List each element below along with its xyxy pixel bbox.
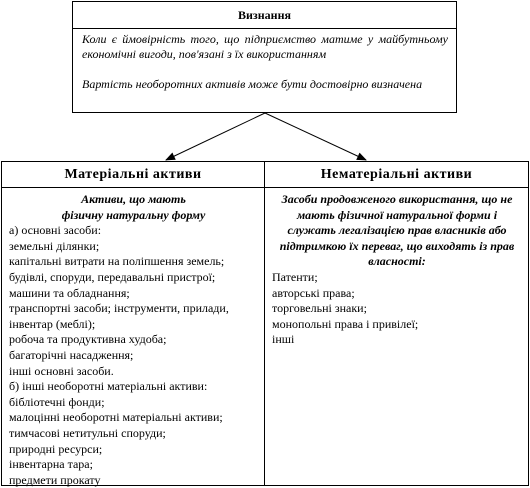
intangible-assets-header: Нематеріальні активи xyxy=(265,162,528,188)
tangible-assets-header: Матеріальні активи xyxy=(2,162,264,188)
tangible-definition-line-1: Активи, що мають xyxy=(81,192,186,206)
list-item: капітальні витрати на поліпшення земель; xyxy=(9,254,225,269)
list-item: тимчасові нетитульні споруди; xyxy=(9,425,166,440)
list-item: бібліотечні фонди; xyxy=(9,394,105,409)
list-item: земельні ділянки; xyxy=(9,238,100,253)
tangible-assets-box xyxy=(1,161,265,486)
list-item: транспортні засоби; інструменти, прилади, xyxy=(9,301,229,316)
list-item: робоча та продуктивна худоба; xyxy=(9,332,167,347)
tangible-assets-definition xyxy=(9,192,258,223)
list-item: інвентарна тара; xyxy=(9,457,93,472)
list-item: природні ресурси; xyxy=(9,441,103,456)
recognition-title: Визнання xyxy=(73,2,456,29)
list-item: торговельні знаки; xyxy=(272,301,367,316)
recognition-criterion-valuation: Вартість необоротних активів може бути достовірно визначена xyxy=(82,77,423,91)
intangible-assets-definition: Засоби продовженого використання, що не мають фізичної натуральної форми і служать легалізацією прав власників або підтримкою їх переваг, що виходять із прав власності: xyxy=(279,192,515,269)
list-item: малоцінні необоротні матеріальні активи; xyxy=(9,410,223,425)
list-item: інші xyxy=(272,332,295,347)
list-item: б) інші необоротні матеріальні активи: xyxy=(9,379,208,394)
recognition-box xyxy=(72,1,457,113)
tangible-assets-list xyxy=(9,223,258,488)
list-item: будівлі, споруди, передавальні пристрої; xyxy=(9,269,216,284)
list-item: а) основні засоби: xyxy=(9,223,102,238)
list-item: інші основні засоби. xyxy=(9,363,114,378)
arrow-to-intangible xyxy=(265,113,366,160)
recognition-criteria xyxy=(73,29,456,92)
intangible-assets-box xyxy=(264,161,529,486)
recognition-criterion-benefits: Коли є ймовірність того, що підприємство матиме у майбутньому економічні вигоди, пов'язані з їх використанням xyxy=(82,32,448,61)
intangible-assets-list xyxy=(272,270,522,348)
tangible-definition-line-2: фізичну натуральну форму xyxy=(61,207,206,222)
arrow-to-tangible xyxy=(166,113,265,160)
list-item: предмети прокату xyxy=(9,472,101,487)
list-item: багаторічні насадження; xyxy=(9,347,134,362)
list-item: Патенти; xyxy=(272,269,318,284)
intangible-assets-body xyxy=(265,188,528,348)
list-item: монопольні права і привілеї; xyxy=(272,316,419,331)
list-item: машини та обладнання; xyxy=(9,285,130,300)
list-item: інвентар (меблі); xyxy=(9,316,96,331)
tangible-assets-body xyxy=(2,188,264,488)
list-item: авторські права; xyxy=(272,285,355,300)
